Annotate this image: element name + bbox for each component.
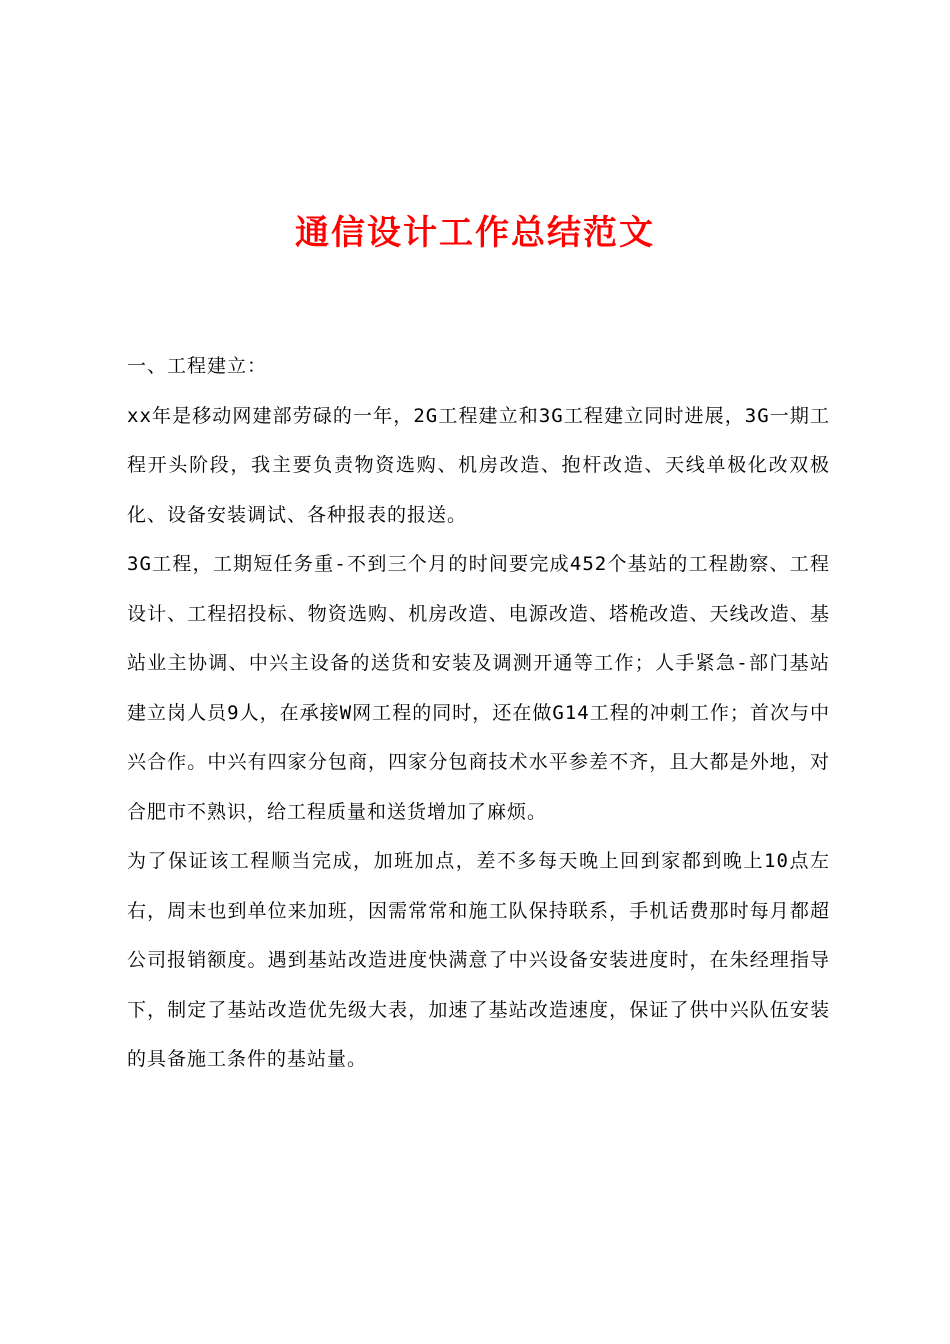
document-body: [127, 342, 830, 1085]
section-heading: 一、工程建立：: [127, 355, 268, 377]
paragraph: 为了保证该工程顺当完成，加班加点，差不多每天晚上回到家都到晚上10点左右，周末也到单位来加班，因需常常和施工队保持联系，手机话费那时每月都超公司报销额度。遇到基站改造进度快满意了中兴设备安装进度时，在朱经理指导下，制定了基站改造优先级大表，加速了基站改造速度，保证了供中兴队伍安装的具备施工条件的基站量。: [127, 850, 830, 1070]
document-title: 通信设计工作总结范文: [295, 213, 655, 253]
paragraph: 3G工程，工期短任务重-不到三个月的时间要完成452个基站的工程勘察、工程设计、工程招投标、物资选购、机房改造、电源改造、塔桅改造、天线改造、基站业主协调、中兴主设备的送货和安装及调测开通等工作；人手紧急-部门基站建立岗人员9人，在承接W网工程的同时，还在做G14工程的冲刺工作；首次与中兴合作。中兴有四家分包商，四家分包商技术水平参差不齐，且大都是外地，对合肥市不熟识，给工程质量和送货增加了麻烦。: [127, 553, 830, 823]
paragraph: xx年是移动网建部劳碌的一年，2G工程建立和3G工程建立同时进展，3G一期工程开头阶段，我主要负责物资选购、机房改造、抱杆改造、天线单极化改双极化、设备安装调试、各种报表的报送。: [127, 404, 830, 526]
